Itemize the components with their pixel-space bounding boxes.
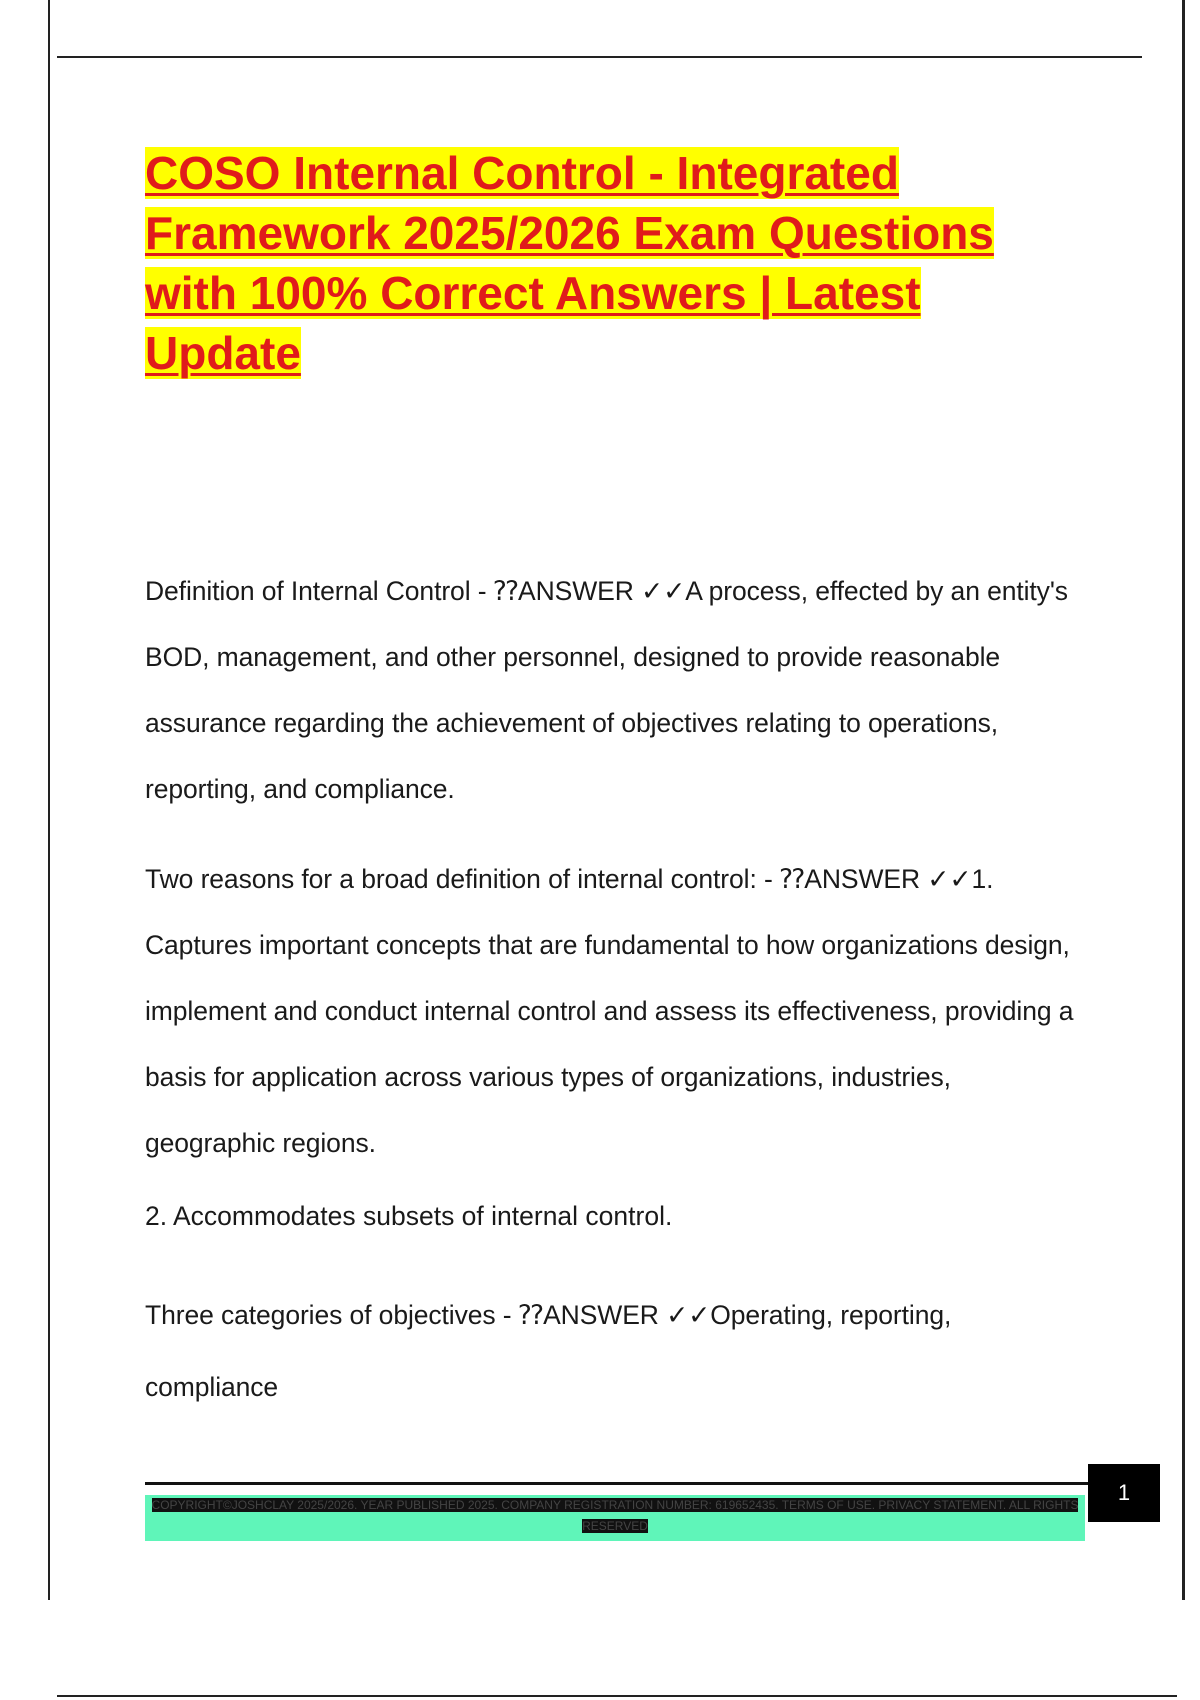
footer-rule [145,1482,1090,1485]
footer-copyright-text: COPYRIGHT©JOSHCLAY 2025/2026. YEAR PUBLISHED 2025. COMPANY REGISTRATION NUMBER: 619652435. TERMS OF USE. PRIVACY STATEMENT. ALL RIGHTS RESERVED [151,1498,1079,1533]
bottom-rule [57,1695,1177,1697]
qa-entry-broad-definition: Two reasons for a broad definition of internal control: - ⁇ANSWER ✓✓1. Captures important concepts that are fundamental to how organizations design, implement and conduct internal control and assess its effectiveness, providing a basis for application across various types of organizations, industries, geographic regions. [145,864,1074,1158]
title-text: COSO Internal Control - Integrated Framework 2025/2026 Exam Questions with 100% Correct Answers | Latest Update [145,147,994,379]
header-rule [57,56,1142,58]
footer-copyright-band [145,1495,1085,1541]
qa-entry-subsets: 2. Accommodates subsets of internal control. [145,1201,673,1231]
page-border-left [48,0,50,1600]
page-number: 1 [1088,1464,1160,1522]
qa-entry-objectives: Three categories of objectives - ⁇ANSWER ✓✓Operating, reporting, compliance [145,1300,952,1402]
qa-entry-definition: Definition of Internal Control - ⁇ANSWER ✓✓A process, effected by an entity's BOD, management, and other personnel, designed to provide reasonable assurance regarding the achievement of objectives relating to operations, reporting, and compliance. [145,576,1068,804]
page-border-right [1182,0,1185,1600]
document-title [145,143,1045,383]
